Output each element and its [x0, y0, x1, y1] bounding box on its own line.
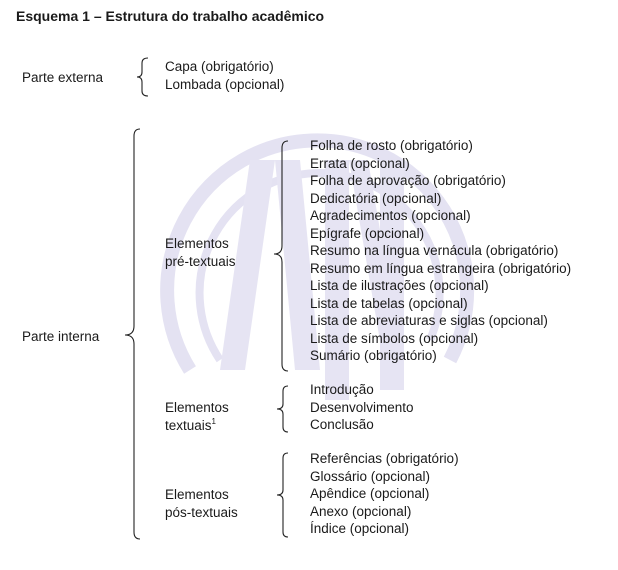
parte-externa-label: Parte externa — [22, 70, 104, 85]
pos-textuais-list — [310, 450, 459, 538]
list-item: Referências (obrigatório) — [310, 451, 459, 466]
textuais-label: Elementos textuais$^1$ — [165, 400, 229, 433]
pos-textuais-label: Elementos pós-textuais — [165, 487, 238, 520]
list-item: Resumo em língua estrangeira (obrigatório) — [310, 260, 572, 276]
list-item: Lombada (opcional) — [165, 76, 285, 92]
list-item: Errata (opcional) — [310, 155, 410, 171]
pre-textuais-list — [310, 137, 571, 365]
list-item: Glossário (opcional) — [310, 468, 431, 484]
brace-icon — [122, 128, 142, 540]
list-item: Índice (opcional) — [310, 521, 410, 536]
list-item: Epígrafe (opcional) — [310, 225, 425, 241]
brace-icon — [276, 452, 290, 538]
list-item: Lista de símbolos (opcional) — [310, 330, 479, 346]
list-item: Folha de aprovação (obrigatório) — [310, 173, 506, 188]
list-item: Apêndice (opcional) — [310, 486, 430, 501]
list-item: Folha de rosto (obrigatório) — [310, 138, 473, 153]
parte-interna-label: Parte interna — [22, 329, 100, 344]
footnote-mark: 1 — [211, 416, 216, 426]
list-item: Desenvolvimento — [310, 399, 414, 415]
list-item: Lista de tabelas (opcional) — [310, 295, 468, 311]
textuais-list — [310, 381, 414, 434]
pre-textuais-label: Elementos pré-textuais — [165, 236, 236, 269]
list-item: Anexo (opcional) — [310, 503, 412, 519]
list-item: Resumo na língua vernácula (obrigatório) — [310, 243, 559, 258]
list-item: Conclusão — [310, 417, 374, 432]
list-item: Lista de ilustrações (opcional) — [310, 278, 489, 293]
diagram-title: Esquema 1 – Estrutura do trabalho acadêmico — [16, 8, 325, 24]
brace-icon — [276, 385, 290, 433]
brace-icon — [136, 57, 150, 97]
list-item: Sumário (obrigatório) — [310, 348, 437, 363]
parte-externa-list — [165, 58, 284, 93]
list-item: Capa (obrigatório) — [165, 59, 274, 74]
list-item: Introdução — [310, 382, 374, 397]
list-item: Dedicatória (opcional) — [310, 190, 442, 206]
list-item: Agradecimentos (opcional) — [310, 208, 471, 223]
brace-icon — [272, 140, 290, 372]
list-item: Lista de abreviaturas e siglas (opcional) — [310, 313, 548, 328]
